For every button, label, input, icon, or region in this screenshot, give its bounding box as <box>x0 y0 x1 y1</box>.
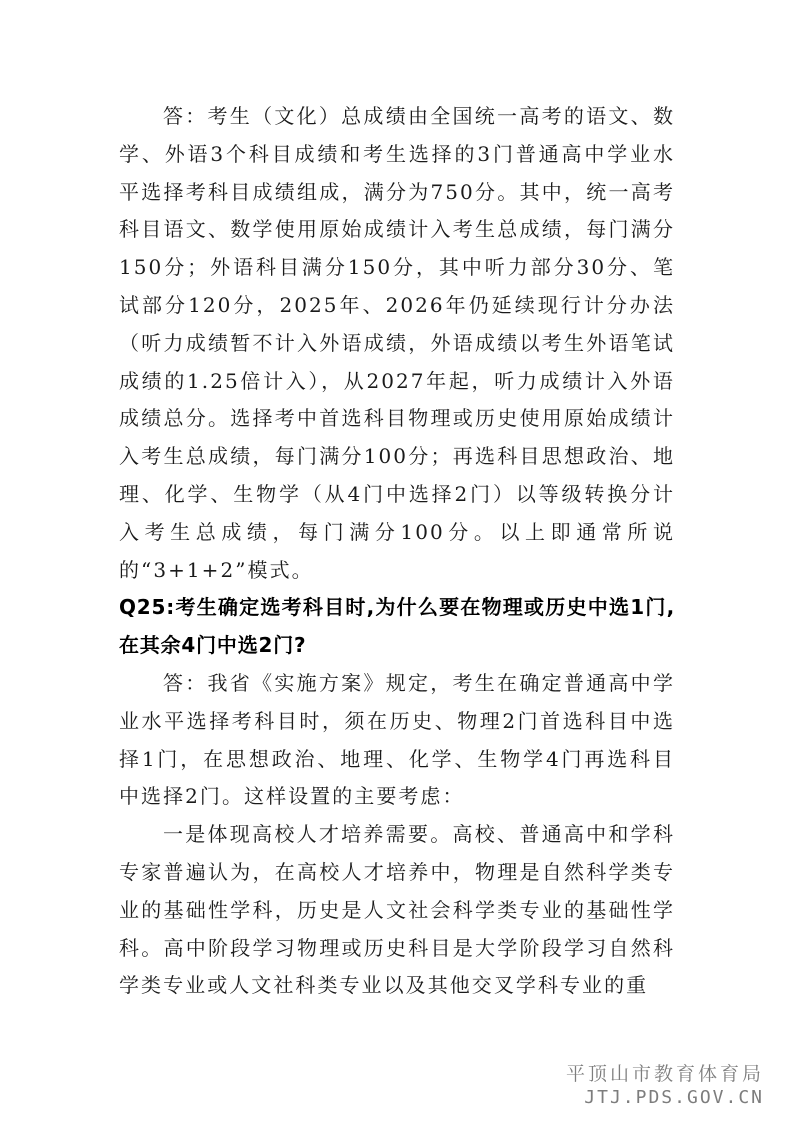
source-watermark <box>524 1061 764 1109</box>
answer-paragraph-q24: 答：考生（文化）总成绩由全国统一高考的语文、数学、外语3个科目成绩和考生选择的3门普通高中学业水平选择考科目成绩组成，满分为750分。其中，统一高考科目语文、数学使用原始成绩计入考生总成绩，每门满分150分；外语科目满分150分，其中听力部分30分、笔试部分120分，2025年、2026年仍延续现行计分办法（听力成绩暂不计入外语成绩，外语成绩以考生外语笔试成绩的1.25倍计入），从2027年起，听力成绩计入外语成绩总分。选择考中首选科目物理或历史使用原始成绩计入考生总成绩，每门满分100分；再选科目思想政治、地理、化学、生物学（从4门中选择2门）以等级转换分计入考生总成绩，每门满分100分。以上即通常所说的“3+1+2”模式。 <box>119 104 675 582</box>
answer-paragraph-q25-point-one: 一是体现高校人才培养需要。高校、普通高中和学科专家普遍认为，在高校人才培养中，物理是自然科学类专业的基础性学科，历史是人文社会科学类专业的基础性学科。高中阶段学习物理或历史科目是大学阶段学习自然科学类专业或人文社科类专业以及其他交叉学科专业的重 <box>119 822 675 998</box>
question-heading-q25: Q25:考生确定选考科目时,为什么要在物理或历史中选1门,在其余4门中选2门? <box>119 595 675 658</box>
answer-paragraph-q25-intro: 答：我省《实施方案》规定，考生在确定普通高中学业水平选择考科目时，须在历史、物理2门首选科目中选择1门，在思想政治、地理、化学、生物学4门再选科目中选择2门。这样设置的主要考虑： <box>119 670 675 809</box>
watermark-url: JTJ.PDS.GOV.CN <box>584 1087 764 1108</box>
document-body <box>119 98 675 1005</box>
watermark-name: 平顶山市教育体育局 <box>565 1063 764 1085</box>
